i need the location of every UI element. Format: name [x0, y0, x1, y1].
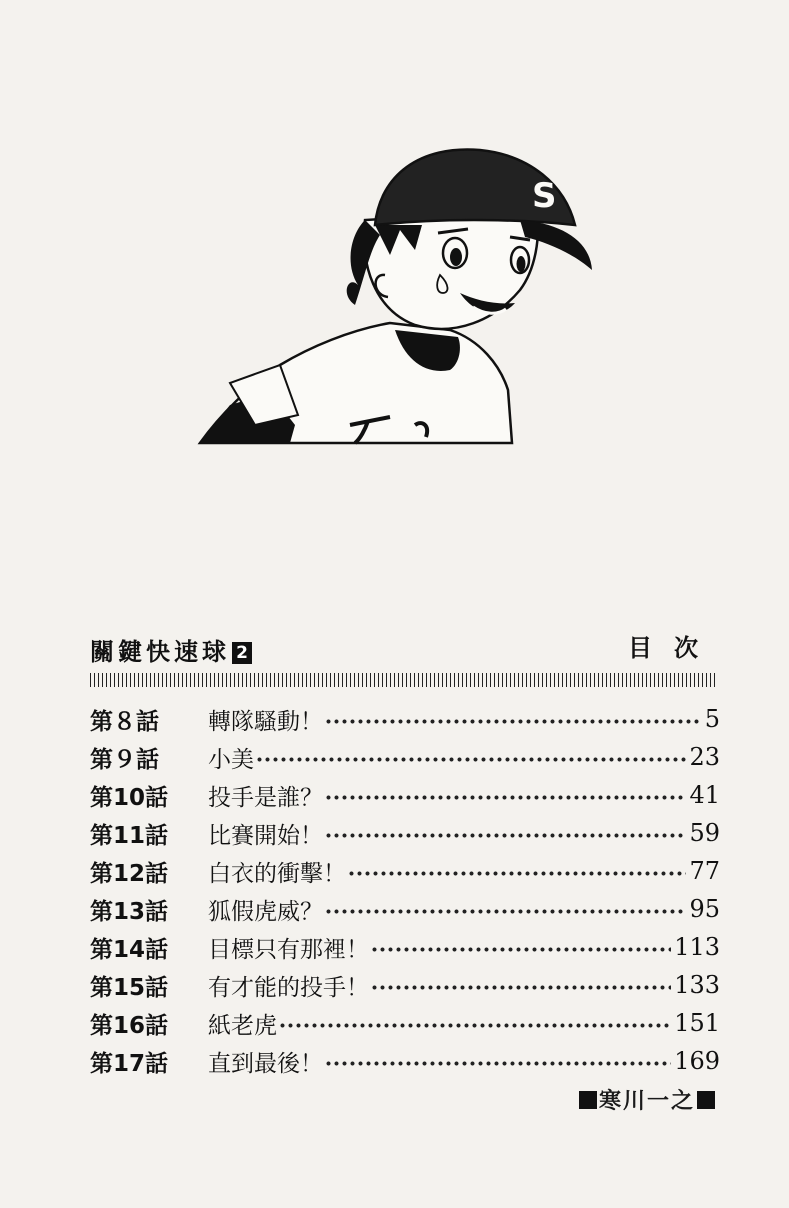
- author-name: 寒川一之: [598, 1089, 695, 1114]
- chapter-title: 白衣的衝擊！: [208, 860, 346, 887]
- chapter-title: 直到最後！: [208, 1050, 323, 1077]
- header-rule: [90, 673, 718, 687]
- toc-row: [90, 966, 720, 1004]
- chapter-number: 第12話: [90, 860, 169, 887]
- toc-row: [90, 928, 720, 966]
- page-number: 113: [674, 933, 720, 961]
- cap-letter: S: [532, 176, 557, 216]
- toc-row: [90, 890, 720, 928]
- dot-leader: [349, 871, 686, 876]
- chapter-number: 第10話: [90, 784, 169, 811]
- series-title: [90, 632, 252, 667]
- chapter-title: 狐假虎威？: [208, 898, 323, 925]
- page-number: 95: [689, 895, 720, 923]
- chapter-number: 第８話: [90, 708, 159, 735]
- chapter-number: 第14話: [90, 936, 169, 963]
- chapter-title: 比賽開始！: [208, 822, 323, 849]
- toc-row: [90, 738, 720, 776]
- dot-leader: [326, 795, 686, 800]
- dot-leader: [257, 757, 686, 762]
- page-number: 151: [674, 1009, 720, 1037]
- page-number: 23: [689, 743, 720, 771]
- toc-row: [90, 700, 720, 738]
- chapter-number: 第13話: [90, 898, 169, 925]
- chapter-title: 目標只有那裡！: [208, 936, 369, 963]
- baseball-player-illustration: [190, 125, 610, 450]
- page-number: 133: [674, 971, 720, 999]
- chapter-title: 轉隊騷動！: [208, 708, 323, 735]
- dot-leader: [326, 1061, 671, 1066]
- chapter-title: 紙老虎: [208, 1012, 277, 1039]
- dot-leader: [372, 947, 671, 952]
- toc-row: [90, 852, 720, 890]
- page-number: 5: [704, 705, 720, 733]
- toc-header: [90, 628, 720, 668]
- toc-row: [90, 776, 720, 814]
- chapter-title: 小美: [208, 746, 254, 773]
- page-number: 41: [689, 781, 720, 809]
- chapter-number: 第16話: [90, 1012, 169, 1039]
- chapter-title: 投手是誰？: [208, 784, 323, 811]
- toc-row: [90, 1042, 720, 1080]
- author-credit: [579, 1084, 715, 1115]
- dot-leader: [326, 909, 686, 914]
- toc-row: [90, 1004, 720, 1042]
- toc-list: [90, 700, 720, 1080]
- chapter-number: 第15話: [90, 974, 169, 1001]
- page-number: 77: [689, 857, 720, 885]
- dot-leader: [372, 985, 671, 990]
- dot-leader: [326, 719, 702, 724]
- dot-leader: [280, 1023, 671, 1028]
- chapter-number: 第９話: [90, 746, 159, 773]
- volume-badge: 2: [232, 642, 252, 664]
- chapter-number: 第17話: [90, 1050, 169, 1077]
- series-title-text: 關鍵快速球: [90, 638, 230, 666]
- page-number: 59: [689, 819, 720, 847]
- square-mark-icon: [579, 1091, 597, 1109]
- toc-row: [90, 814, 720, 852]
- toc-label: 目次: [628, 634, 720, 662]
- dot-leader: [326, 833, 686, 838]
- page-number: 169: [674, 1047, 720, 1075]
- chapter-title: 有才能的投手！: [208, 974, 369, 1001]
- chapter-number: 第11話: [90, 822, 169, 849]
- square-mark-icon: [697, 1091, 715, 1109]
